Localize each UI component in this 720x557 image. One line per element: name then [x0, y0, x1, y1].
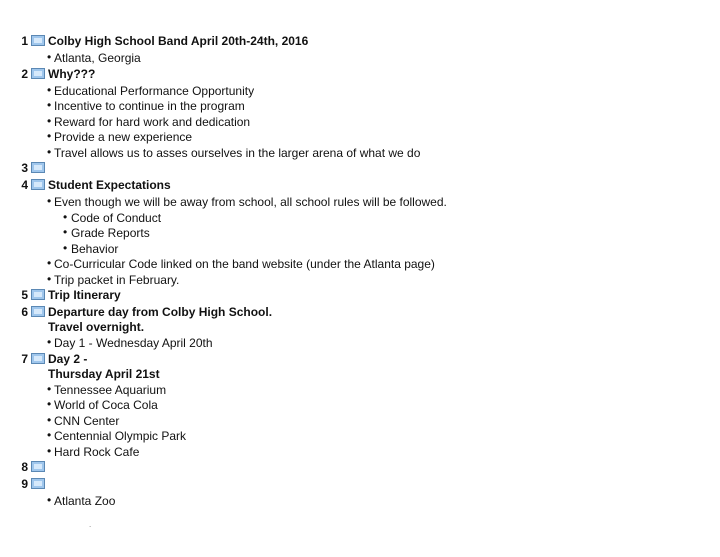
outline-bullet[interactable]: [0, 272, 720, 288]
bullet-dot-icon: •: [47, 443, 52, 458]
bullet-dot-icon: •: [47, 50, 52, 64]
bullet-dot-icon: •: [47, 397, 52, 411]
slide-header[interactable]: [0, 160, 720, 177]
slide-title[interactable]: Student Expectations: [48, 178, 171, 192]
slide-title-line2[interactable]: Travel overnight.: [48, 320, 145, 334]
outline-bullet[interactable]: [0, 241, 720, 257]
outline-slide-6[interactable]: [0, 304, 720, 351]
slide-title[interactable]: Departure day from Colby High School.: [48, 305, 273, 319]
outline-bullet[interactable]: [0, 50, 720, 66]
outline-slide-4[interactable]: [0, 177, 720, 287]
slide-number: 8: [21, 460, 28, 474]
bullet-text[interactable]: Grade Reports: [71, 226, 150, 240]
slide-header[interactable]: [0, 351, 720, 368]
bullet-dot-icon: •: [47, 271, 52, 286]
outline-slide-5[interactable]: [0, 287, 720, 304]
outline-bullet[interactable]: [0, 114, 720, 130]
bullet-dot-icon: •: [63, 209, 68, 224]
slide-title[interactable]: Why???: [48, 66, 96, 81]
outline-bullet[interactable]: [0, 256, 720, 272]
slide-number: 3: [21, 161, 28, 175]
bullet-text[interactable]: Reward for hard work and dedication: [54, 114, 251, 129]
outline-bullet[interactable]: [0, 145, 720, 161]
slide-number: 4: [21, 178, 28, 192]
bullet-text[interactable]: Behavior: [71, 241, 119, 256]
slide-number: 2: [21, 66, 28, 81]
footer-mark: .: [89, 520, 92, 529]
bullet-dot-icon: •: [47, 335, 52, 349]
bullet-text[interactable]: Atlanta Zoo: [54, 494, 116, 508]
slide-number: 5: [21, 288, 28, 302]
bullet-text[interactable]: Travel allows us to asses ourselves in the larger arena of what we do: [54, 145, 421, 160]
bullet-text[interactable]: Tennessee Aquarium: [54, 382, 167, 397]
bullet-dot-icon: •: [47, 256, 52, 270]
bullet-text[interactable]: Educational Performance Opportunity: [54, 83, 255, 98]
bullet-dot-icon: •: [47, 381, 52, 396]
bullet-text[interactable]: Co-Curricular Code linked on the band website (under the Atlanta page): [54, 257, 435, 271]
slide-title[interactable]: Colby High School Band April 20th-24th, 2016: [48, 34, 309, 48]
bullet-dot-icon: •: [47, 428, 52, 442]
slide-number: 9: [21, 477, 28, 491]
slide-thumbnail-icon[interactable]: [31, 289, 45, 300]
bullet-text[interactable]: World of Coca Cola: [54, 398, 158, 412]
slide-number: 1: [21, 34, 28, 48]
outline-bullet[interactable]: [0, 194, 720, 210]
outline-bullet[interactable]: [0, 225, 720, 241]
bullet-text[interactable]: Atlanta, Georgia: [54, 51, 141, 65]
bullet-dot-icon: •: [47, 129, 52, 143]
slide-header[interactable]: [0, 459, 720, 476]
outline-slide-2[interactable]: [0, 66, 720, 161]
outline-slide-9[interactable]: [0, 476, 720, 509]
outline-bullet[interactable]: [0, 428, 720, 444]
slide-number: 6: [21, 305, 28, 319]
outline-bullet[interactable]: [0, 335, 720, 351]
outline-bullet[interactable]: [0, 83, 720, 99]
outline-slide-7[interactable]: [0, 351, 720, 460]
bullet-dot-icon: •: [47, 144, 52, 159]
bullet-text[interactable]: CNN Center: [54, 413, 120, 428]
outline-bullet[interactable]: [0, 413, 720, 429]
bullet-text[interactable]: Code of Conduct: [71, 210, 162, 225]
bullet-dot-icon: •: [63, 225, 68, 239]
bullet-text[interactable]: Day 1 - Wednesday April 20th: [54, 336, 213, 350]
slide-header[interactable]: [0, 476, 720, 493]
outline-bullet[interactable]: [0, 382, 720, 398]
outline-bullet[interactable]: [0, 493, 720, 509]
outline-bullet[interactable]: [0, 129, 720, 145]
slide-title[interactable]: Day 2 -: [48, 351, 88, 366]
outline-bullet[interactable]: [0, 397, 720, 413]
slide-header[interactable]: [0, 304, 720, 321]
slide-number: 7: [21, 351, 28, 366]
outline-view: [0, 33, 720, 509]
bullet-dot-icon: •: [47, 98, 52, 112]
bullet-text[interactable]: Trip packet in February.: [54, 272, 180, 287]
bullet-text[interactable]: Centennial Olympic Park: [54, 429, 187, 443]
outline-bullet[interactable]: [0, 444, 720, 460]
bullet-dot-icon: •: [47, 194, 52, 208]
outline-slide-8[interactable]: [0, 459, 720, 476]
slide-header[interactable]: [0, 66, 720, 83]
bullet-dot-icon: •: [47, 82, 52, 97]
slide-header[interactable]: [0, 287, 720, 304]
bullet-text[interactable]: Incentive to continue in the program: [54, 99, 245, 113]
outline-slide-3[interactable]: [0, 160, 720, 177]
bullet-dot-icon: •: [47, 113, 52, 128]
bullet-dot-icon: •: [47, 412, 52, 427]
slide-thumbnail-icon[interactable]: [31, 162, 45, 173]
bullet-text[interactable]: Hard Rock Cafe: [54, 444, 140, 459]
bullet-text[interactable]: Provide a new experience: [54, 130, 193, 144]
slide-thumbnail-icon[interactable]: [31, 306, 45, 317]
slide-thumbnail-icon[interactable]: [31, 68, 45, 79]
slide-header[interactable]: [0, 177, 720, 194]
outline-bullet[interactable]: [0, 98, 720, 114]
slide-title[interactable]: Trip Itinerary: [48, 288, 121, 302]
outline-slide-1[interactable]: [0, 33, 720, 66]
slide-title-line2[interactable]: Thursday April 21st: [48, 366, 160, 381]
bullet-dot-icon: •: [63, 240, 68, 255]
outline-bullet[interactable]: [0, 210, 720, 226]
slide-thumbnail-icon[interactable]: [31, 179, 45, 190]
slide-header[interactable]: [0, 33, 720, 50]
bullet-text[interactable]: Even though we will be away from school, all school rules will be followed.: [54, 195, 447, 209]
slide-thumbnail-icon[interactable]: [31, 461, 45, 472]
slide-thumbnail-icon[interactable]: [31, 478, 45, 489]
slide-thumbnail-icon[interactable]: [31, 35, 45, 46]
bullet-dot-icon: •: [47, 493, 52, 507]
slide-thumbnail-icon[interactable]: [31, 353, 45, 364]
